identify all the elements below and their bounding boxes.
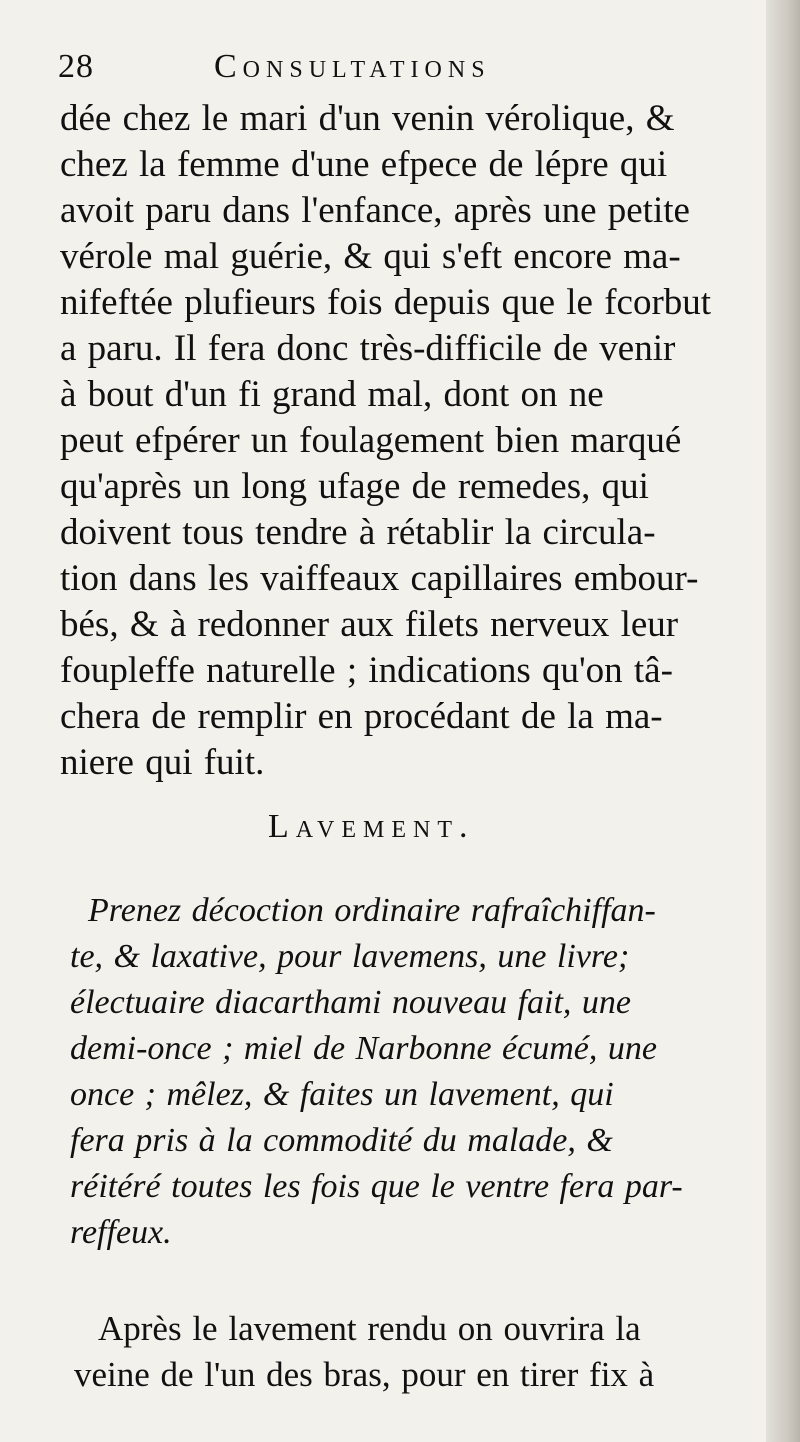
page-edge-shadow [766, 0, 800, 1442]
text-line: peut efpérer un foulagement bien marqué [60, 420, 682, 461]
running-head: Consultations [214, 48, 491, 85]
recipe-line: fera pris à la commodité du malade, & [70, 1122, 613, 1159]
recipe-line: reffeux. [70, 1214, 172, 1251]
paragraph-2 [74, 1306, 780, 1398]
text-line: bés, & à redonner aux filets nerveux leur [60, 604, 679, 645]
text-line: avoit paru dans l'enfance, après une petite [60, 190, 690, 231]
recipe-paragraph [70, 888, 770, 1256]
recipe-line: once ; mêlez, & faites un lavement, qui [70, 1076, 614, 1113]
recipe-line: Prenez décoction ordinaire rafraîchiffan- [88, 892, 656, 929]
text-line: tion dans les vaiffeaux capillaires embour- [60, 558, 699, 599]
text-line: chera de remplir en procédant de la ma- [60, 696, 663, 737]
section-heading: Lavement. [268, 808, 475, 845]
text-line: doivent tous tendre à rétablir la circula- [60, 512, 656, 553]
text-line: a paru. Il fera donc très-difficile de venir [60, 328, 676, 369]
text-line: foupleffe naturelle ; indications qu'on tâ- [60, 650, 673, 691]
text-line: dée chez le mari d'un venin vérolique, & [60, 98, 675, 139]
paragraph-1 [60, 96, 760, 786]
recipe-line: réitéré toutes les fois que le ventre fera par- [70, 1168, 683, 1205]
text-line: chez la femme d'une efpece de lépre qui [60, 144, 668, 185]
text-line: vérole mal guérie, & qui s'eft encore ma- [60, 236, 681, 277]
text-line: veine de l'un des bras, pour en tirer fix à [74, 1355, 655, 1394]
text-line: niere qui fuit. [60, 742, 265, 783]
text-line: nifeftée plufieurs fois depuis que le fcorbut [60, 282, 712, 323]
page-header [58, 48, 758, 98]
recipe-line: électuaire diacarthami nouveau fait, une [70, 984, 631, 1021]
page-number: 28 [58, 48, 94, 85]
recipe-line: te, & laxative, pour lavemens, une livre; [70, 938, 630, 975]
recipe-line: demi-once ; miel de Narbonne écumé, une [70, 1030, 657, 1067]
text-line: Après le lavement rendu on ouvrira la [98, 1309, 641, 1348]
text-line: à bout d'un fi grand mal, dont on ne [60, 374, 604, 415]
text-line: qu'après un long ufage de remedes, qui [60, 466, 649, 507]
